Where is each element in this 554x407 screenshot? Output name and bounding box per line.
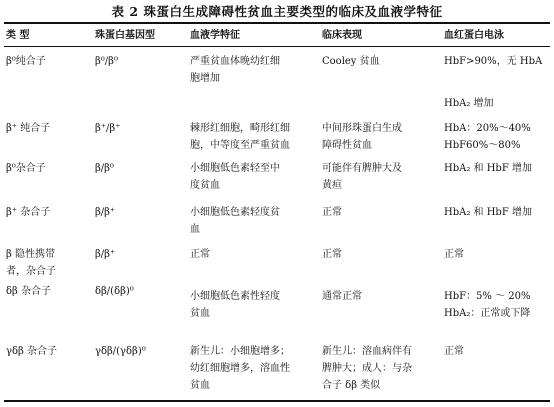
table-caption: 表 2 珠蛋白生成障碍性贫血主要类型的临床及血液学特征 — [111, 4, 443, 19]
row3-type: β⁰杂合子 — [6, 163, 46, 174]
row4-hematology-line1: 小细胞低色素轻度贫 — [190, 207, 280, 218]
header-electrophoresis: 血红蛋白电泳 — [444, 30, 504, 41]
row1-clinical: Cooley 贫血 — [322, 56, 380, 67]
row7-type: γδβ 杂合子 — [6, 346, 57, 357]
row2-clinical-line2: 障碍性贫血 — [322, 140, 372, 151]
row3-clinical-line1: 可能伴有脾肿大及 — [322, 163, 402, 174]
row7-clinical-line3: 合子 δβ 类似 — [322, 380, 381, 391]
row5-genotype: β/β⁺ — [95, 249, 116, 260]
row7-clinical-line2: 脾肿大；成人：与杂 — [322, 363, 412, 374]
row4-clinical: 正常 — [322, 207, 342, 218]
row2-hematology-line2: 胞，中等度至严重贫血 — [190, 140, 290, 151]
row4-electrophoresis: HbA₂ 和 HbF 增加 — [444, 207, 532, 218]
row7-hematology-line1: 新生儿：小细胞增多； — [190, 346, 290, 357]
row6-hematology-line1: 小细胞低色素性轻度 — [190, 291, 280, 302]
row4-type: β⁺ 杂合子 — [6, 207, 51, 218]
row3-electrophoresis: HbA₂ 和 HbF 增加 — [444, 163, 532, 174]
row6-electrophoresis-line1: HbF：5% ～ 20% — [444, 291, 531, 302]
row4-genotype: β/β⁺ — [95, 207, 116, 218]
row5-electrophoresis: 正常 — [444, 249, 464, 260]
row2-clinical-line1: 中间形珠蛋白生成 — [322, 123, 402, 134]
row3-genotype: β/β⁰ — [95, 163, 114, 174]
row2-type: β⁺ 纯合子 — [6, 123, 51, 134]
row2-hematology-line1: 棘形红细胞，畸形红细 — [190, 123, 290, 134]
row6-hematology-line2: 贫血 — [190, 308, 210, 319]
table-top-rule — [4, 22, 550, 24]
row5-hematology: 正常 — [190, 249, 210, 260]
row1-hematology-line2: 胞增加 — [190, 73, 220, 84]
row2-genotype: β⁺/β⁺ — [95, 123, 121, 134]
table-bottom-rule — [4, 400, 550, 402]
row2-electrophoresis-line2: HbF60%～80% — [444, 140, 521, 151]
row7-clinical-line1: 新生儿：溶血病伴有 — [322, 346, 412, 357]
row3-hematology-line1: 小细胞低色素轻至中 — [190, 163, 280, 174]
row2-electrophoresis-line1: HbA：20%～40% — [444, 123, 531, 134]
row7-hematology-line3: 贫血 — [190, 380, 210, 391]
header-clinical: 临床表现 — [322, 30, 362, 41]
row1-electrophoresis-line2: HbA₂ 增加 — [444, 98, 494, 109]
header-genotype: 珠蛋白基因型 — [95, 30, 155, 41]
row1-type: β⁰纯合子 — [6, 56, 46, 67]
header-bottom-rule — [4, 46, 550, 47]
row1-electrophoresis-line1: HbF>90%，无 HbA — [444, 56, 543, 67]
row1-hematology-line1: 严重贫血体晚幼红细 — [190, 56, 280, 67]
row6-clinical: 通常正常 — [322, 291, 362, 302]
row5-type-line2: 者，杂合子 — [6, 266, 56, 277]
row4-hematology-line2: 血 — [190, 224, 200, 235]
row5-type-line1: β 隐性携带 — [6, 249, 55, 260]
row3-hematology-line2: 度贫血 — [190, 180, 220, 191]
row7-genotype: γδβ/(γδβ)⁰ — [95, 346, 146, 357]
row3-clinical-line2: 黄疸 — [322, 180, 342, 191]
row1-genotype: β⁰/β⁰ — [95, 56, 118, 67]
row7-hematology-line2: 幼红细胞增多，溶血性 — [190, 363, 290, 374]
header-hematology: 血液学特征 — [190, 30, 240, 41]
row7-electrophoresis: 正常 — [444, 346, 464, 357]
header-type: 类 型 — [6, 30, 30, 41]
row5-clinical: 正常 — [322, 249, 342, 260]
row6-genotype: δβ/(δβ)⁰ — [95, 286, 134, 297]
row6-electrophoresis-line2: HbA₂：正常或下降 — [444, 308, 531, 319]
row6-type: δβ 杂合子 — [6, 286, 51, 297]
